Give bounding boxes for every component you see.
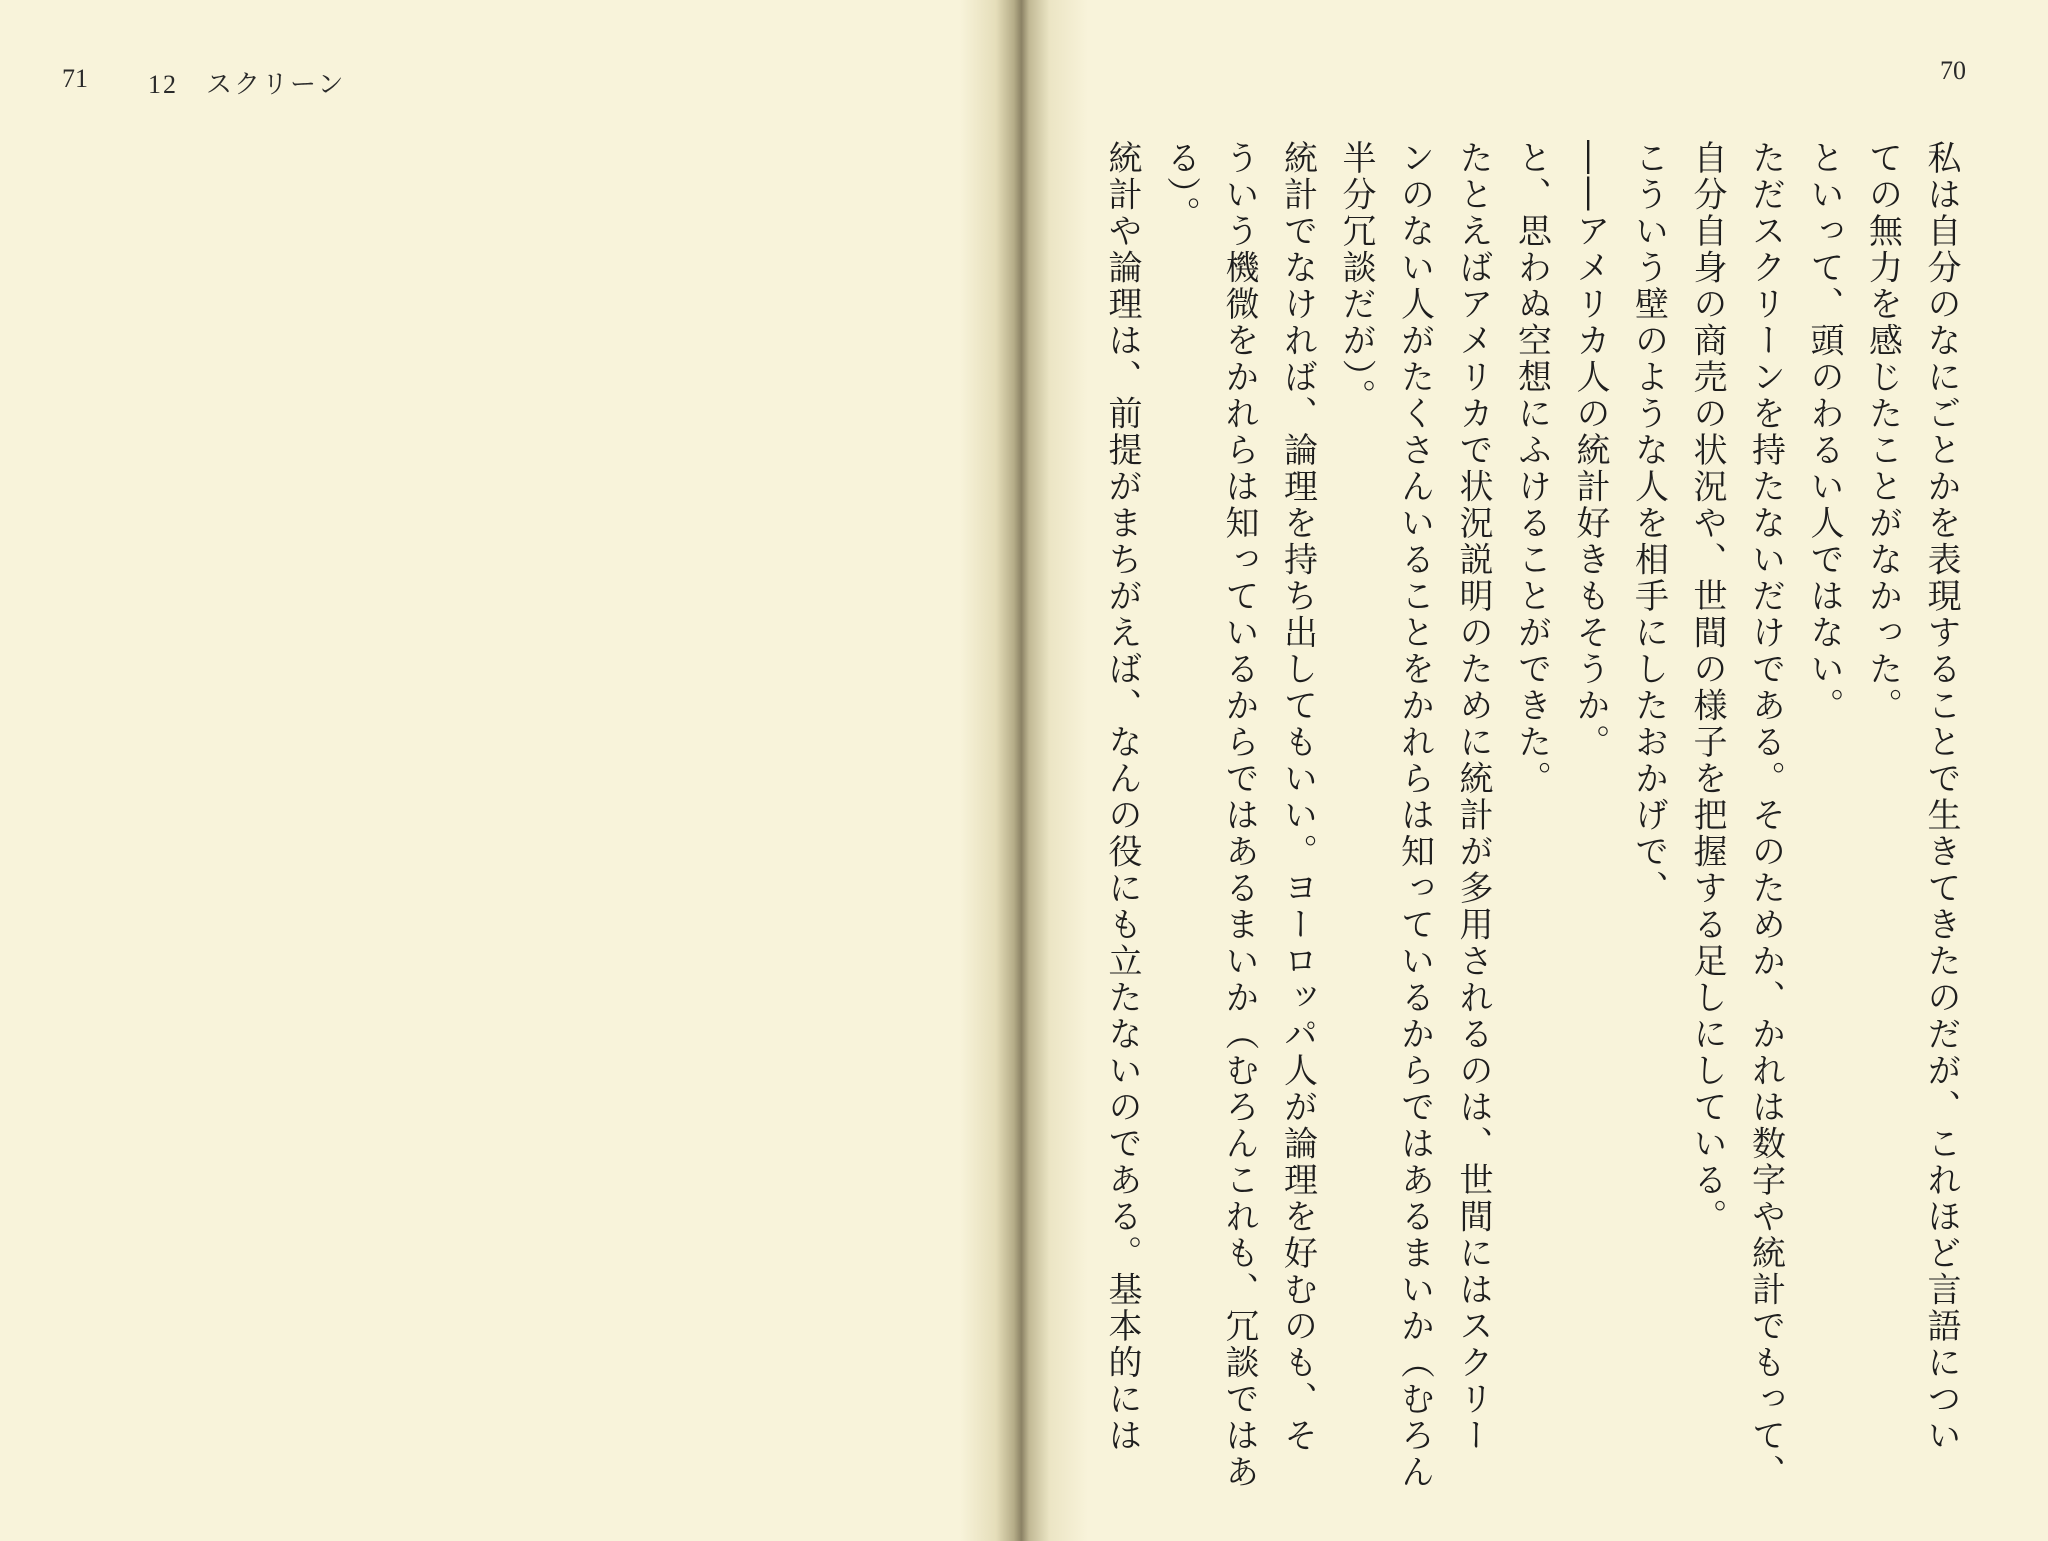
text-line: る）。: [1160, 140, 1201, 233]
text-line: ンのない人がたくさんいることをかれらは知っているからではあるまいか（むろん: [1394, 140, 1435, 1491]
text-line: ういう機微をかれらは知っているからではあるまいか（むろんこれも、冗談ではあ: [1219, 140, 1259, 1491]
right-page: [1048, 0, 2048, 1541]
text-line: たとえばアメリカで状況説明のために統計が多用されるのは、世間にはスクリー: [1453, 140, 1493, 1454]
text-line: 私は自分のなにごとかを表現することで生きてきたのだが、これほど言語につい: [1921, 140, 1961, 1454]
text-line: こういう壁のような人を相手にしたおかげで、: [1628, 140, 1669, 907]
text-line: ただスクリーンを持たないだけである。そのためか、かれは数字や統計でもって、: [1745, 140, 1786, 1491]
text-line: と、思わぬ空想にふけることができた。: [1511, 140, 1552, 797]
text-line: 統計や論理は、前提がまちがえば、なんの役にも立たないのである。基本的には: [1102, 140, 1142, 1454]
text-line: 自分自身の商売の状況や、世間の様子を把握する足しにしている。: [1687, 140, 1727, 1235]
left-page-number: 71: [62, 64, 88, 93]
text-line: 統計でなければ、論理を持ち出してもいい。ヨーロッパ人が論理を好むのも、そ: [1277, 140, 1318, 1454]
left-page: [0, 0, 1000, 1541]
book-gutter: [960, 0, 1088, 1541]
text-line: ての無力を感じたことがなかった。: [1862, 140, 1903, 724]
text-line: 半分冗談だが）。: [1336, 140, 1376, 415]
text-line: ――アメリカ人の統計好きもそうか。: [1570, 140, 1610, 761]
text-line: といって、頭のわるい人ではない。: [1804, 140, 1844, 724]
right-page-body: [1070, 140, 1970, 1500]
running-head: 12 スクリーン: [148, 70, 346, 99]
right-page-number: 70: [1940, 56, 1966, 85]
